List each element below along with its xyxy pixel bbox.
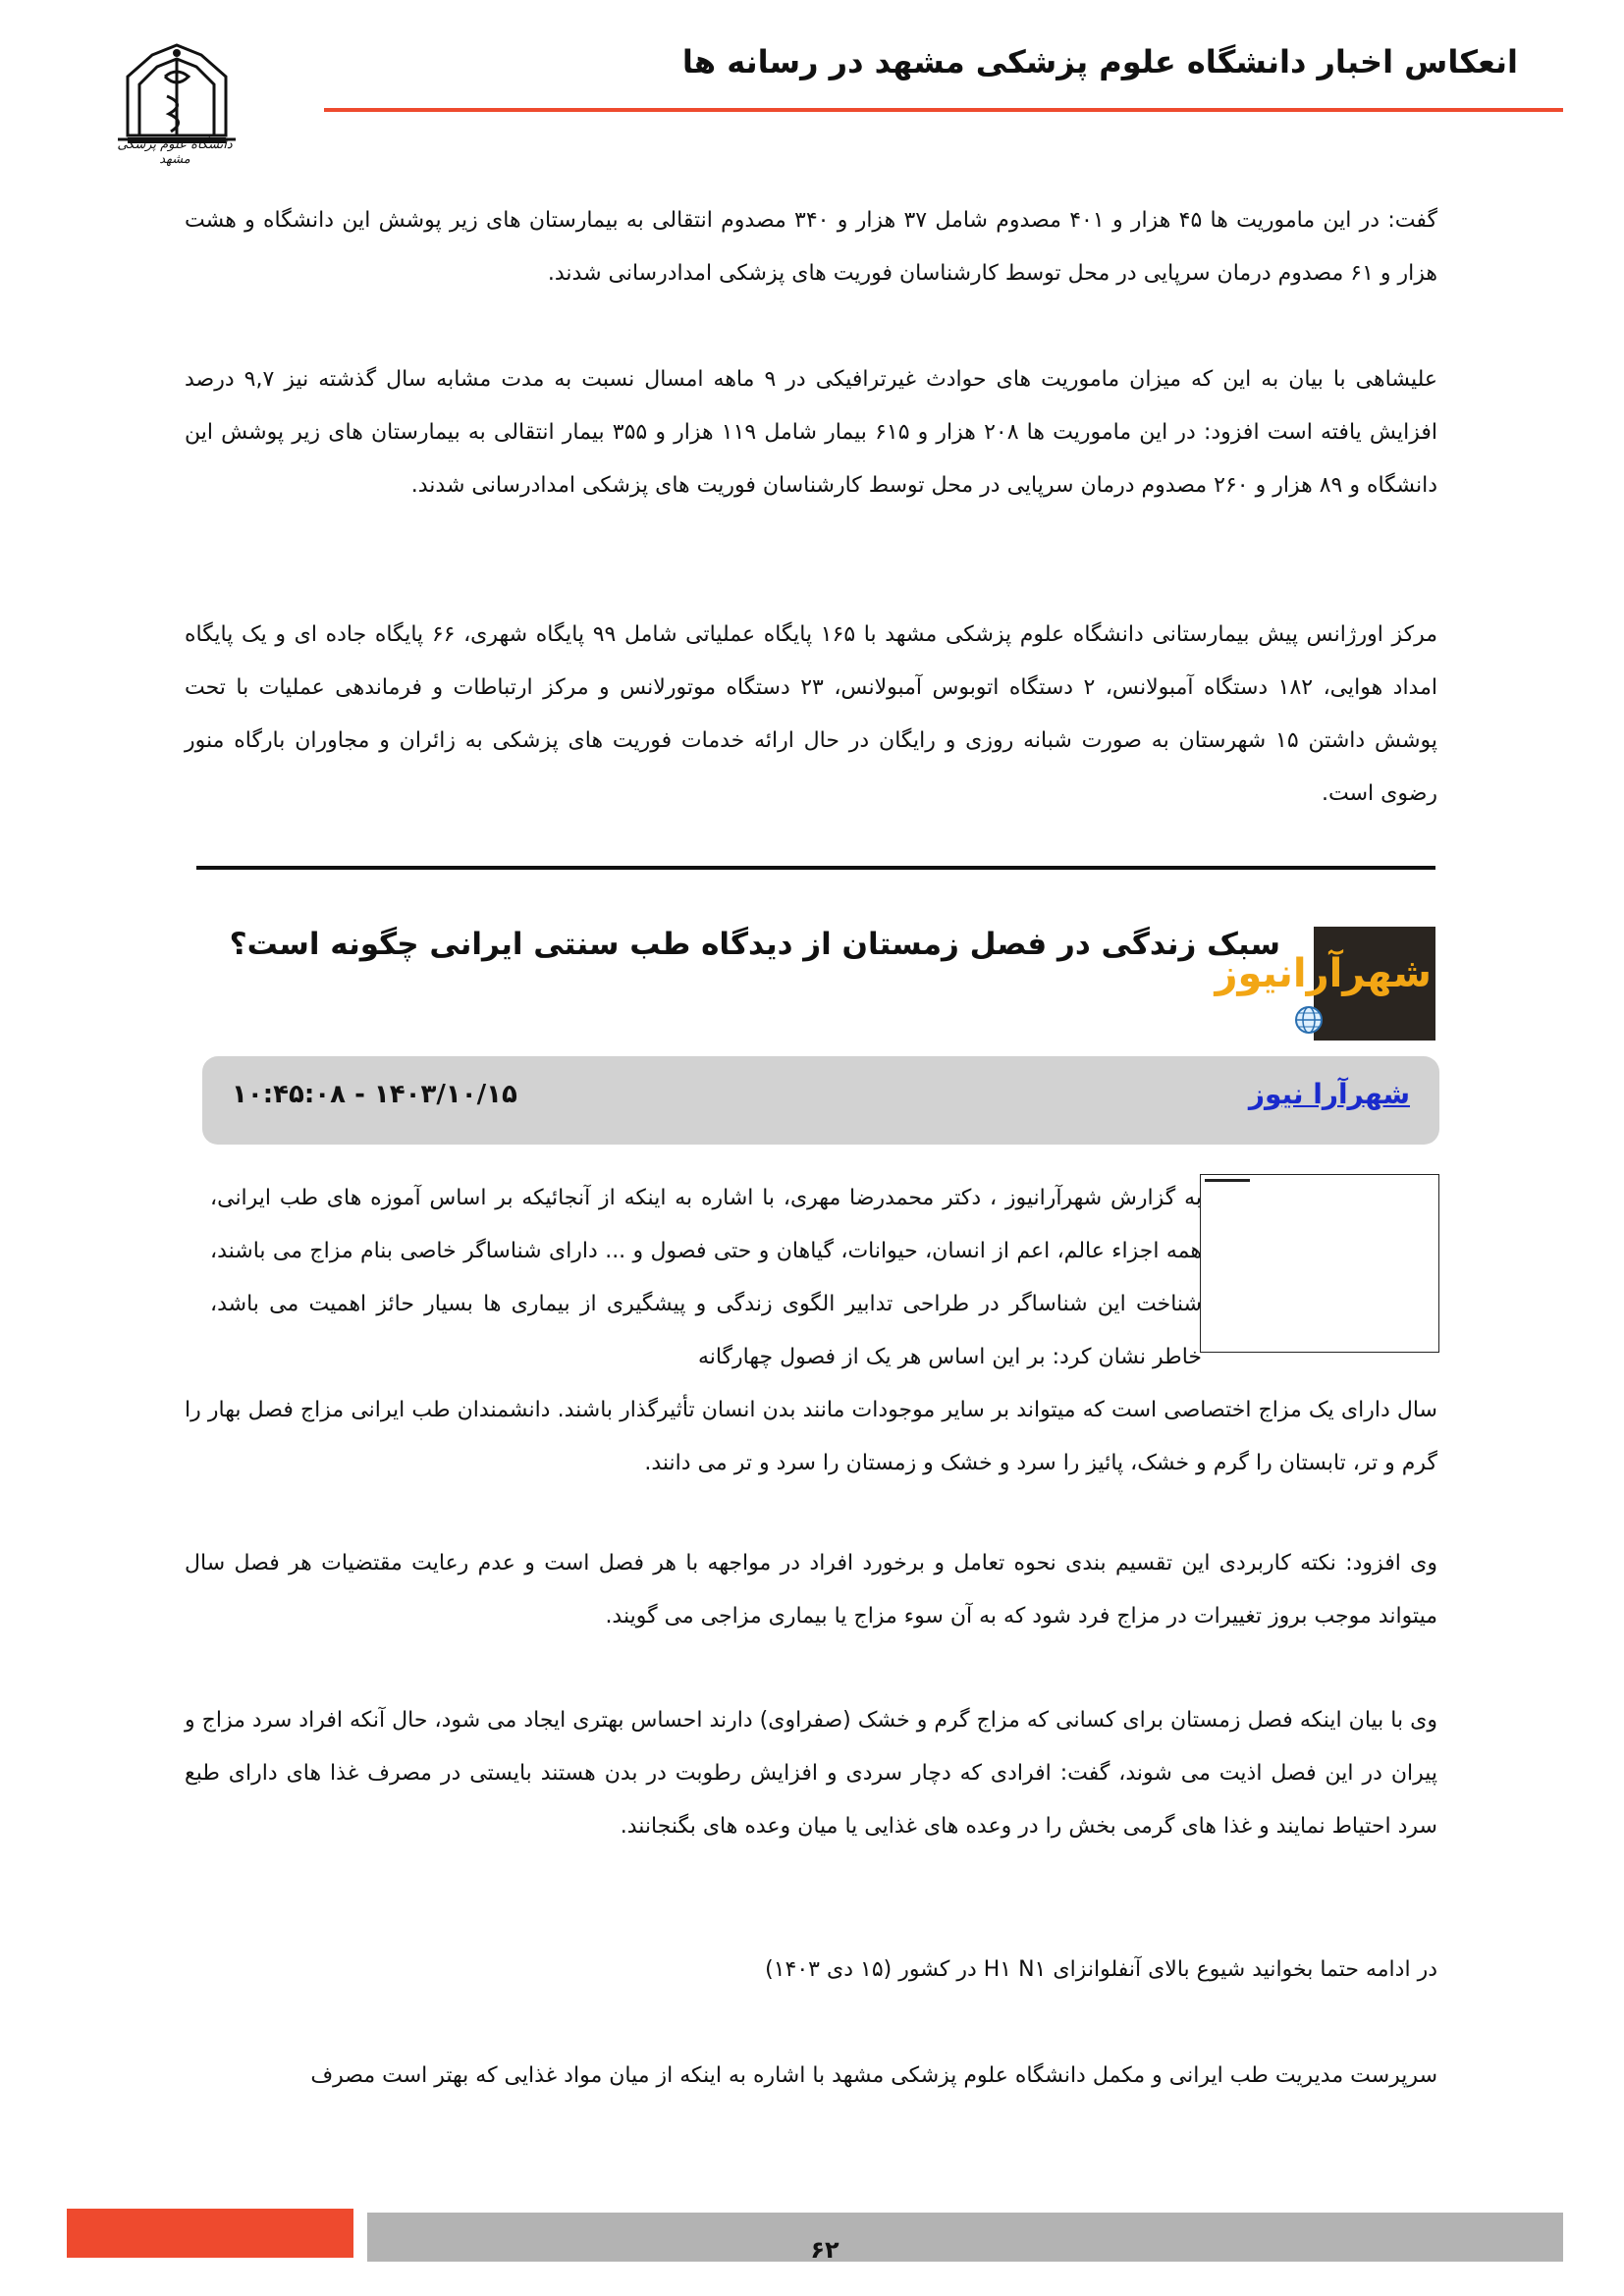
source-link[interactable]: شهرآرا نیوز bbox=[1248, 1078, 1410, 1110]
globe-icon[interactable] bbox=[1294, 1005, 1324, 1035]
paragraph: علیشاهی با بیان به این که میزان ماموریت های حوادث غیرترافیکی در ۹ ماهه امسال نسبت به مدت مشابه سال گذشته نیز ۹,۷ درصد افزایش یافته است افزود: در این ماموریت ها ۲۰۸ هزار و ۶۱۵ بیمار شامل ۱۱۹ هزار و ۳۵۵ بیمار انتقالی به بیمارستان های زیر پوشش این دانشگاه و ۸۹ هزار و ۲۶۰ مصدوم درمان سرپایی در محل توسط کارشناسان فوریت های پزشکی امدادرسانی شدند. bbox=[185, 367, 1437, 498]
paragraph: مرکز اورژانس پیش بیمارستانی دانشگاه علوم پزشکی مشهد با ۱۶۵ پایگاه عملیاتی شامل ۹۹ پایگاه شهری، ۶۶ پایگاه جاده ای و یک پایگاه امداد هوایی، ۱۸۲ دستگاه آمبولانس، ۲ دستگاه اتوبوس آمبولانس، ۲۳ دستگاه موتورلانس و مرکز ارتباطات و فرماندهی عملیات با تحت پوشش داشتن ۱۵ شهرستان به صورت شبانه روزی و رایگان در حال ارائه خدمات فوریت های پزشکی به زائران و مجاوران بارگاه منور رضوی است. bbox=[185, 622, 1437, 806]
source-logo bbox=[1215, 927, 1435, 1041]
article-image-placeholder bbox=[1200, 1174, 1439, 1353]
source-logo-text: شهرآرانیوز bbox=[1215, 951, 1432, 996]
footer-gray-bar bbox=[367, 2213, 1563, 2262]
page-number: ۶۲ bbox=[810, 2236, 839, 2264]
article-paragraph: وی افزود: نکته کاربردی این تقسیم بندی نحوه تعامل و برخورد افراد در مواجهه با هر فصل است و عدم رعایت مقتضیات هر فصل سال میتواند موجب بروز تغییرات در مزاج فرد شود که به آن سوء مزاج یا بیماری مزاجی می گویند. bbox=[185, 1551, 1437, 1629]
article-paragraph: وی با بیان اینکه فصل زمستان برای کسانی که مزاج گرم و خشک (صفراوی) دارند احساس بهتری ایجاد می شود، حال آنکه افراد سرد مزاج و پیران در این فصل اذیت می شوند، گفت: افرادی که دچار سردی و افزایش رطوبت در بدن هستند بایستی در مصرف غذا های دارای طبع سرد احتیاط نمایند و غذا های گرمی بخش را در وعده های غذایی یا میان وعده های بگنجانند. bbox=[185, 1708, 1437, 1839]
paragraph: گفت: در این ماموریت ها ۴۵ هزار و ۴۰۱ مصدوم شامل ۳۷ هزار و ۳۴۰ مصدوم انتقالی به بیمارستان های زیر پوشش این دانشگاه و هشت هزار و ۶۱ مصدوم درمان سرپایی در محل توسط کارشناسان فوریت های پزشکی امدادرسانی شدند. bbox=[185, 208, 1437, 286]
footer-accent-bar bbox=[67, 2209, 353, 2258]
publish-datetime: ۱۴۰۳/۱۰/۱۵ - ۱۰:۴۵:۰۸ bbox=[232, 1080, 517, 1109]
article-title: سبک زندگی در فصل زمستان از دیدگاه طب سنتی ایرانی چگونه است؟ bbox=[229, 927, 1280, 962]
read-more-line: در ادامه حتما بخوانید شیوع بالای آنفلوانزای H۱ N۱ در کشور (۱۵ دی ۱۴۰۳) bbox=[765, 1957, 1437, 1982]
article-lead-continued: سال دارای یک مزاج اختصاصی است که میتواند بر سایر موجودات مانند بدن انسان تأثیرگذار باشند. دانشمندان طب ایرانی مزاج فصل بهار را گرم و تر، تابستان را گرم و خشک، پائیز را سرد و خشک و زمستان را سرد و تر می دانند. bbox=[185, 1398, 1437, 1475]
header-title: انعکاس اخبار دانشگاه علوم پزشکی مشهد در رسانه ها bbox=[681, 43, 1518, 80]
article-meta-bar bbox=[202, 1056, 1439, 1145]
logo-caption: دانشگاه علوم پزشکی مشهد bbox=[117, 137, 233, 167]
header-rule bbox=[324, 108, 1563, 112]
image-mark bbox=[1205, 1179, 1250, 1182]
section-separator bbox=[196, 866, 1435, 870]
article-lead: به گزارش شهرآرانیوز ، دکتر محمدرضا مهری، با اشاره به اینکه از آنجائیکه بر اساس آموزه های طب ایرانی، همه اجزاء عالم، اعم از انسان، حیوانات، گیاهان و حتی فصول و ... دارای شناساگر خاصی بنام مزاج می باشند، شناخت این شناساگر در طراحی تدابیر الگوی زندگی و پیشگیری از بیماری ها بسیار حائز اهمیت می باشد، خاطر نشان کرد: بر این اساس هر یک از فصول چهارگانه bbox=[210, 1186, 1202, 1369]
article-paragraph: سرپرست مدیریت طب ایرانی و مکمل دانشگاه علوم پزشکی مشهد با اشاره به اینکه از میان مواد غذایی که بهتر است مصرف bbox=[310, 2063, 1437, 2088]
